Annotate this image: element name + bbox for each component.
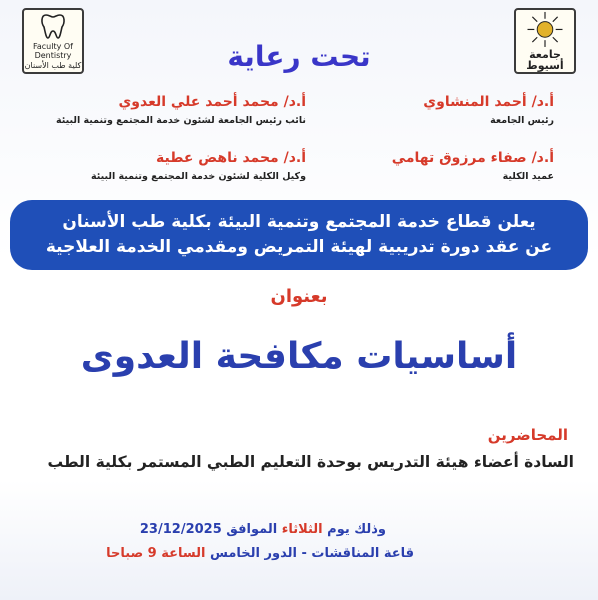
faculty-name-ar: كلية طب الأسنان [24, 61, 82, 71]
lecturers-label: المحاضرين [487, 426, 568, 444]
course-title: أساسيات مكافحة العدوى [80, 336, 518, 377]
patron-university-president [423, 94, 554, 126]
person-name: أ.د/ أحمد المنشاوي [423, 94, 554, 110]
date-day: الثلاثاء [281, 522, 323, 537]
person-role: نائب رئيس الجامعة لشئون خدمة المجتمع وتنمية البيئة [55, 115, 306, 126]
patron-vice-dean [91, 150, 306, 182]
patron-dean [392, 150, 554, 182]
person-name: أ.د/ صفاء مرزوق تهامي [391, 150, 554, 166]
patron-vice-president [56, 94, 306, 126]
university-name-line1: جامعة [529, 47, 561, 61]
faculty-name-en: Faculty Of Dentistry [33, 41, 73, 60]
person-role: وكيل الكلية لشئون خدمة المجتمع وتنمية البيئة [90, 171, 306, 182]
tooth-icon [38, 11, 68, 41]
schedule-place [106, 546, 414, 561]
university-name-line2: أسيوط [526, 59, 564, 73]
person-name: أ.د/ محمد أحمد علي العدوي [118, 94, 306, 110]
patron-title: تحت رعاية [227, 40, 371, 73]
announcement-line-1: يعلن قطاع خدمة المجتمع وتنمية البيئة بكلية طب الأسنان [62, 211, 536, 232]
person-name: أ.د/ محمد ناهض عطية [156, 150, 306, 166]
date-prefix: وذلك يوم [327, 522, 386, 537]
person-role: عميد الكلية [502, 171, 554, 182]
schedule-time: الساعة 9 صباحا [106, 546, 206, 561]
course-label: بعنوان [270, 286, 328, 307]
person-role: رئيس الجامعة [490, 115, 554, 126]
date-suffix: الموافق 23/12/2025 [139, 522, 278, 537]
announcement-banner [10, 200, 588, 270]
schedule-date [140, 522, 386, 537]
announcement-line-2: عن عقد دورة تدريبية لهيئة التمريض ومقدمي الخدمة العلاجية [45, 237, 553, 257]
place-name: قاعة المناقشات - الدور الخامس [209, 546, 414, 561]
background-bottom [0, 480, 598, 600]
lecturers-text: السادة أعضاء هيئة التدريس بوحدة التعليم الطبي المستمر بكلية الطب [47, 453, 574, 471]
